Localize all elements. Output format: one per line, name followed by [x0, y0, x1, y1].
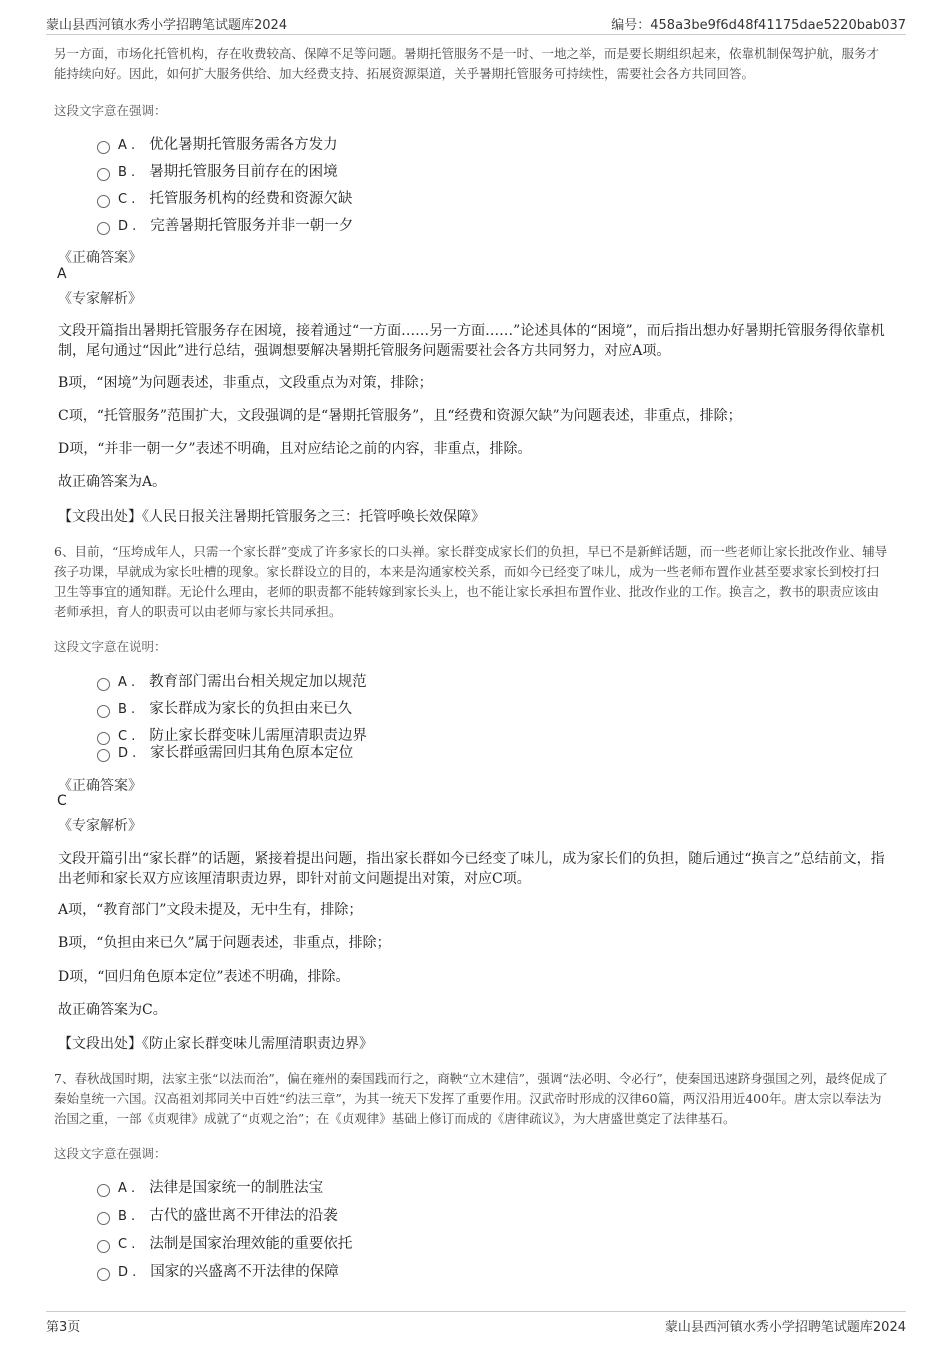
footer-page-number: 第3页 [46, 1320, 81, 1335]
option-letter: A . [118, 675, 136, 690]
option-text: 法律是国家统一的制胜法宝 [149, 1180, 324, 1196]
radio-icon[interactable] [97, 1184, 110, 1197]
option-letter: A . [118, 138, 136, 153]
radio-icon[interactable] [97, 678, 110, 691]
option-letter: A . [118, 1181, 136, 1196]
option-text: 家长群成为家长的负担由来已久 [149, 701, 353, 717]
header-title: 蒙山县西河镇水秀小学招聘笔试题库2024 [46, 18, 288, 33]
q6-source: 【文段出处】《防止家长群变味儿需厘清职责边界》 [58, 1036, 373, 1052]
radio-icon[interactable] [97, 195, 110, 208]
q6-prompt: 这段文字意在说明： [54, 639, 167, 654]
option-letter: D . [118, 1265, 137, 1280]
q6-answer: C [57, 793, 67, 809]
q7-option-a[interactable] [97, 1177, 323, 1199]
q7-option-c[interactable] [97, 1233, 352, 1255]
option-letter: D . [118, 746, 137, 761]
q6-passage: 6、目前，“压垮成年人，只需一个家长群”变成了许多家长的口头禅。家长群变成家长们的负担，早已不是新鲜话题，而一些老师让家长批改作业、辅导孩子功课，早就成为家长吐槽的现象。家长群设立的目的，本来是沟通家校关系，而如今已经变了味儿，成为一些老师布置作业甚至要求家长到校打扫卫生等事宜的通知群。无论什么理由，老师的职责都不能转嫁到家长头上，也不能让家长承担布置作业、批改作业的工作。换言之，教书的职责应该由老师承担，育人的职责可以由老师与家长共同承担。 [54, 544, 888, 619]
option-text: 完善暑期托管服务并非一朝一夕 [150, 218, 354, 234]
radio-icon[interactable] [97, 168, 110, 181]
radio-icon[interactable] [97, 1212, 110, 1225]
option-text: 托管服务机构的经费和资源欠缺 [149, 191, 353, 207]
q6-analysis-main: 文段开篇引出“家长群”的话题，紧接着提出问题，指出家长群如今已经变了味儿，成为家长们的负担，随后通过“换言之”总结前文，指出老师和家长双方应该厘清职责边界，即针对前文问题提出对策，对应C项。 [58, 851, 885, 887]
q5-conclusion: 故正确答案为A。 [58, 474, 167, 490]
footer-title: 蒙山县西河镇水秀小学招聘笔试题库2024 [664, 1320, 906, 1335]
option-letter: D . [118, 219, 137, 234]
radio-icon[interactable] [97, 749, 110, 762]
option-letter: C . [118, 1237, 136, 1252]
q7-option-d[interactable] [97, 1261, 339, 1283]
radio-icon[interactable] [97, 1240, 110, 1253]
q5-option-a[interactable] [97, 134, 338, 156]
q5-prompt: 这段文字意在强调： [54, 103, 167, 118]
q6-option-d[interactable] [97, 742, 353, 764]
q6-analysis-d: D项，“回归角色原本定位”表述不明确，排除。 [58, 969, 350, 985]
q5-passage: 另一方面，市场化托管机构，存在收费较高、保障不足等问题。暑期托管服务不是一时、一地之举，而是要长期组织起来，依靠机制保驾护航，服务才能持续向好。因此，如何扩大服务供给、加大经费支持、拓展资源渠道，关乎暑期托管服务可持续性，需要社会各方共同回答。 [54, 46, 880, 81]
q5-source: 【文段出处】《人民日报关注暑期托管服务之三：托管呼唤长效保障》 [58, 509, 485, 525]
q6-conclusion: 故正确答案为C。 [58, 1002, 167, 1018]
option-text: 教育部门需出台相关规定加以规范 [149, 674, 367, 690]
option-letter: B . [118, 165, 136, 180]
radio-icon[interactable] [97, 1268, 110, 1281]
option-text: 家长群亟需回归其角色原本定位 [150, 745, 354, 761]
q5-analysis-label: 《专家解析》 [58, 291, 142, 307]
q5-analysis-b: B项，“困境”为问题表述，非重点，文段重点为对策，排除； [58, 375, 433, 391]
option-text: 法制是国家治理效能的重要依托 [149, 1236, 353, 1252]
header-code: 编号：458a3be9f6d48f41175dae5220bab037 [611, 18, 906, 33]
q5-option-b[interactable] [97, 161, 338, 183]
q5-answer-label: 《正确答案》 [58, 250, 142, 266]
q5-analysis-main: 文段开篇指出暑期托管服务存在困境，接着通过“一方面……另一方面……”论述具体的“困境”，而后指出想办好暑期托管服务得依靠机制，尾句通过“因此”进行总结，强调想要解决暑期托管服务问题需要社会各方共同努力，对应A项。 [58, 323, 885, 359]
option-text: 国家的兴盛离不开法律的保障 [150, 1264, 339, 1280]
page-footer [46, 1311, 906, 1336]
q6-analysis-b: B项，“负担由来已久”属于问题表述，非重点，排除； [58, 935, 391, 951]
option-text: 古代的盛世离不开律法的沿袭 [149, 1208, 338, 1224]
q5-option-c[interactable] [97, 188, 352, 210]
option-text: 暑期托管服务目前存在的困境 [149, 164, 338, 180]
option-text: 防止家长群变味儿需厘清职责边界 [149, 728, 367, 744]
option-letter: B . [118, 702, 136, 717]
q6-option-a[interactable] [97, 671, 367, 693]
radio-icon[interactable] [97, 222, 110, 235]
option-letter: B . [118, 1209, 136, 1224]
option-letter: C . [118, 192, 136, 207]
option-text: 优化暑期托管服务需各方发力 [149, 137, 338, 153]
q6-answer-label: 《正确答案》 [58, 778, 142, 794]
q7-option-b[interactable] [97, 1205, 338, 1227]
q6-analysis-label: 《专家解析》 [58, 818, 142, 834]
page-header [46, 14, 906, 35]
q5-analysis-d: D项，“并非一朝一夕”表述不明确，且对应结论之前的内容，非重点，排除。 [58, 441, 532, 457]
q7-prompt: 这段文字意在强调： [54, 1146, 167, 1161]
radio-icon[interactable] [97, 705, 110, 718]
q5-analysis-c: C项，“托管服务”范围扩大，文段强调的是“暑期托管服务”，且“经费和资源欠缺”为问题表述，非重点，排除； [58, 408, 742, 424]
q7-passage: 7、春秋战国时期，法家主张“以法而治”，偏在雍州的秦国践而行之，商鞅“立木建信”，强调“法必明、令必行”，使秦国迅速跻身强国之列，最终促成了秦始皇统一六国。汉高祖刘邦同关中百姓“约法三章”，为其一统天下发挥了重要作用。汉武帝时形成的汉律60篇，两汉沿用近400年。唐太宗以奉法为治国之重，一部《贞观律》成就了“贞观之治”；在《贞观律》基础上修订而成的《唐律疏议》，为大唐盛世奠定了法律基石。 [54, 1071, 888, 1126]
q5-answer: A [57, 266, 67, 282]
q6-option-b[interactable] [97, 698, 352, 720]
option-letter: C . [118, 729, 136, 744]
q5-option-d[interactable] [97, 215, 353, 237]
radio-icon[interactable] [97, 141, 110, 154]
q6-analysis-a: A项，“教育部门”文段未提及，无中生有，排除； [58, 902, 363, 918]
